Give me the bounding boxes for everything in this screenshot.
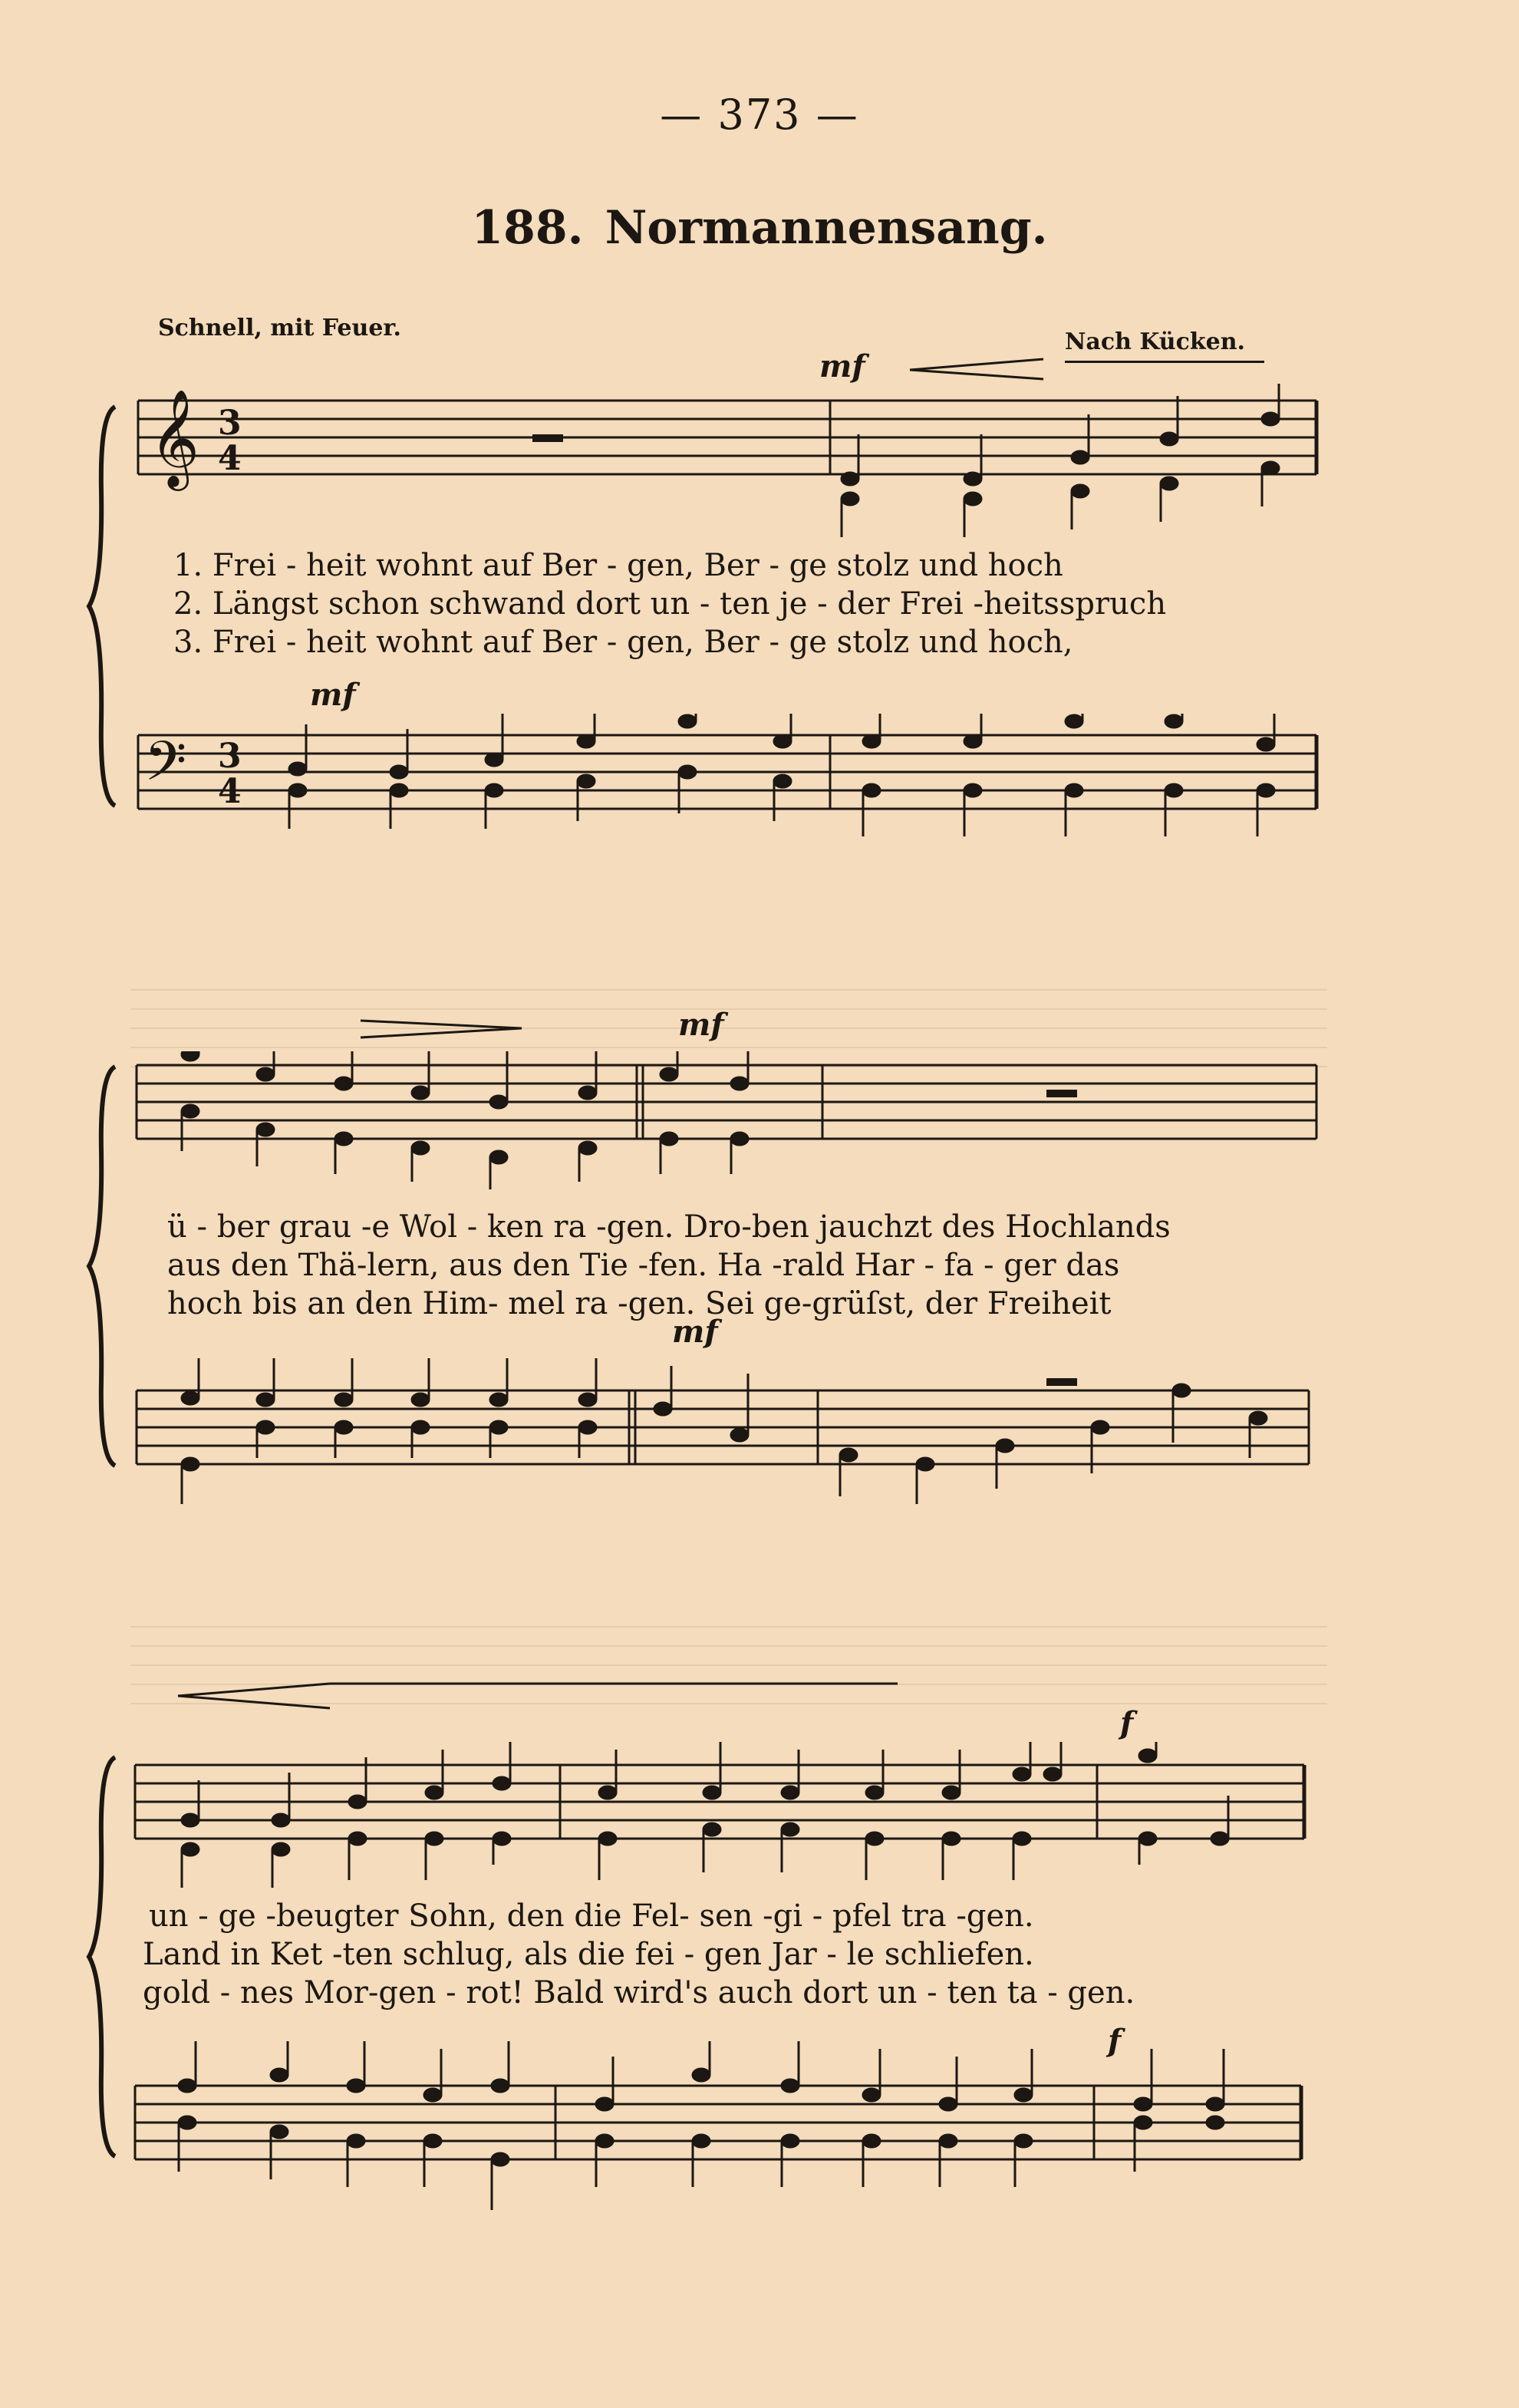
dynamic-mf: mf <box>819 348 865 384</box>
system-2-lyric-verse-1: ü - ber grau -e Wol - ken ra -gen. Dro-ben jauchzt des Hochlands <box>167 1209 1171 1245</box>
svg-text:4: 4 <box>218 439 242 478</box>
dynamic-mf: mf <box>678 1007 724 1043</box>
svg-text:𝄞: 𝄞 <box>150 388 200 487</box>
system-1-lyric-verse-2: 2. Längst schon schwand dort un - ten je - der Frei -heitsspruch <box>173 586 1167 622</box>
svg-text:3: 3 <box>218 737 242 776</box>
dynamic-f: f <box>1108 2023 1122 2059</box>
system-3-lyric-verse-1: un - ge -beugter Sohn, den die Fel- sen -gi - pfel tra -gen. <box>149 1898 1034 1934</box>
svg-text:4: 4 <box>218 772 242 811</box>
system-2-lyric-verse-3: hoch bis an den Him- mel ra -gen. Sei ge-grüſst, der Freiheit <box>167 1286 1112 1321</box>
system-2-brace <box>0 1059 1519 1473</box>
svg-text:𝄢: 𝄢 <box>144 730 187 807</box>
svg-text:3: 3 <box>218 404 242 443</box>
system-1-lyric-verse-1: 1. Frei - heit wohnt auf Ber - gen, Ber - ge stolz und hoch <box>173 548 1063 583</box>
dynamic-mf: mf <box>310 677 356 713</box>
page-number: — 373 — <box>660 91 859 139</box>
system-1-lyric-verse-3: 3. Frei - heit wohnt auf Ber - gen, Ber - ge stolz und hoch, <box>173 625 1073 660</box>
system-2-lyric-verse-2: aus den Thä-lern, aus den Tie -fen. Ha -rald Har - fa - ger das <box>167 1248 1120 1283</box>
crescendo-hairpin <box>0 1673 1519 1711</box>
diminuendo-hairpin <box>0 1013 1519 1044</box>
tempo-marking: Schnell, mit Feuer. <box>158 315 401 341</box>
system-3-lyric-verse-2: Land in Ket -ten schlug, als die fei - gen Jar - le schliefen. <box>143 1937 1034 1972</box>
song-number: 188. <box>471 201 584 255</box>
song-title <box>0 201 1519 255</box>
system-3-lyric-verse-3: gold - nes Mor-gen - rot! Bald wird's auch dort un - ten ta - gen. <box>143 1975 1135 2011</box>
crescendo-hairpin <box>0 355 1519 385</box>
system-3-brace <box>0 1750 1519 2164</box>
system-1-brace <box>0 391 1519 821</box>
dynamic-mf: mf <box>672 1314 718 1350</box>
composer-credit: Nach Kücken. <box>1065 328 1246 355</box>
song-name: Normannensang. <box>605 201 1048 255</box>
dynamic-f: f <box>1120 1705 1134 1741</box>
